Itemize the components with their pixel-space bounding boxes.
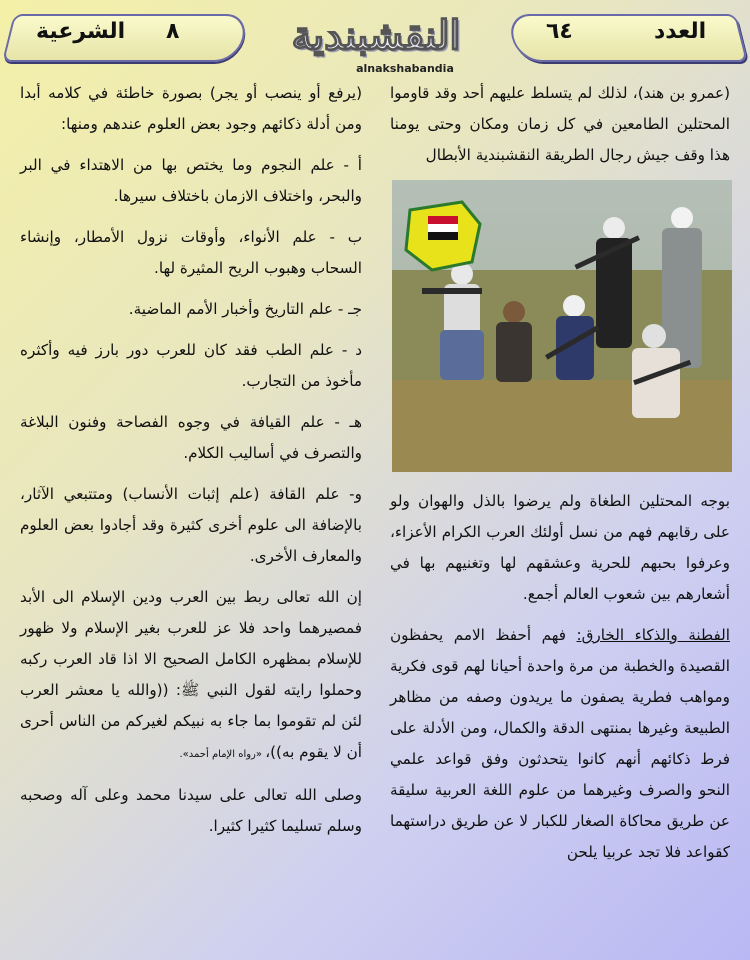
list-item: و- علم القافة (علم إثبات الأنساب) ومتتبعي الآثار، بالإضافة الى علوم أخرى كثيرة وقد أجادوا بعض العلوم والمعارف الأخرى.	[20, 485, 362, 565]
right-column-top	[390, 78, 730, 181]
list-item: ب - علم الأنواء، وأوقات نزول الأمطار، وإنشاء السحاب وهبوب الريح المثيرة لها.	[20, 228, 362, 277]
list-item: جـ - علم التاريخ وأخبار الأمم الماضية.	[128, 300, 362, 318]
page-number: ٨	[166, 19, 180, 44]
paragraph: (عمرو بن هند)، لذلك لم يتسلط عليهم أحد وقد قاوموا المحتلين الطامعين في كل زمان ومكان وحتى يومنا هذا وقف جيش رجال الطريقة النقشبندية الأبطال	[390, 84, 730, 164]
paragraph: (يرفع أو ينصب أو يجر) بصورة خاطئة في كلامه أبدا ومن أدلة ذكائهم وجود بعض العلوم عندهم ومنها:	[20, 84, 362, 133]
right-column-bottom	[390, 486, 730, 878]
list-item: هـ - علم القيافة في وجوه الفصاحة وفنون البلاغة والتصرف في أساليب الكلام.	[20, 413, 362, 462]
masthead-title: النقشبندية	[291, 11, 461, 59]
section-name: الشرعية	[36, 19, 126, 44]
citation: «رواه الإمام أحمد».	[179, 749, 266, 760]
iraq-map-flag-logo-icon	[406, 202, 480, 270]
paragraph	[390, 620, 730, 868]
closing-paragraph: وصلى الله تعالى على سيدنا محمد وعلى آله وصحبه وسلم تسليما كثيرا كثيرا.	[20, 786, 362, 835]
militia-group-photo-icon	[392, 180, 732, 472]
left-column	[20, 78, 362, 852]
page-header	[0, 0, 750, 82]
paragraph: بوجه المحتلين الطغاة ولم يرضوا بالذل والهوان ولو على رقابهم فهم من نسل أولئك العرب الكرام الأعزاء، وعرفوا بحبهم للحرية وعشقهم لها وتغنيهم بها في أشعارهم بين شعوب العالم أجمع.	[390, 492, 730, 603]
list-item: د - علم الطب فقد كان للعرب دور بارز فيه وأكثره مأخوذ من التجارب.	[20, 341, 362, 390]
issue-number: ٦٤	[546, 19, 573, 44]
section-heading: الفطنة والذكاء الخارق:	[576, 626, 730, 644]
article-photo	[392, 180, 732, 472]
paragraph	[20, 582, 362, 770]
issue-banner	[506, 14, 748, 62]
website-text: alnakshabandia	[356, 62, 454, 75]
paragraph-text: إن الله تعالى ربط بين العرب ودين الإسلام الى الأبد فمصيرهما واحد فلا عز للعرب بغير الإسلام ولا ظهور للإسلام بمظهره الكامل الصحيح الا اذا قاد العرب ركبه وحملوا رايته لقول النبي ﷺ: ((والله يا معشر العرب لئن لم تقوموا بما جاء به نبيكم لغيركم من الناس أحرى أن لا يقوم به))،	[20, 588, 362, 761]
paragraph-text: فهم أحفظ الامم يحفظون القصيدة والخطبة من مرة واحدة أحيانا لهم قوى فكرية ومواهب فطرية يصفون ما يريدون وصفه من مظاهر الطبيعة وغيرها بمنتهى الدقة والكمال، ومن الأدلة على فرط ذكائهم أنهم كانوا يتحدثون وفق قواعد علمي النحو والصرف وغيرهما من علوم اللغة العربية سليقة عن طريق محاكاة الصغار للكبار لا عن طريق دراستهما كقواعد فلا تجد عربيا يلحن	[390, 626, 730, 861]
list-item: أ - علم النجوم وما يختص بها من الاهتداء في البر والبحر، واختلاف الازمان باختلاف سيرها.	[20, 156, 362, 205]
issue-label: العدد	[654, 19, 707, 44]
